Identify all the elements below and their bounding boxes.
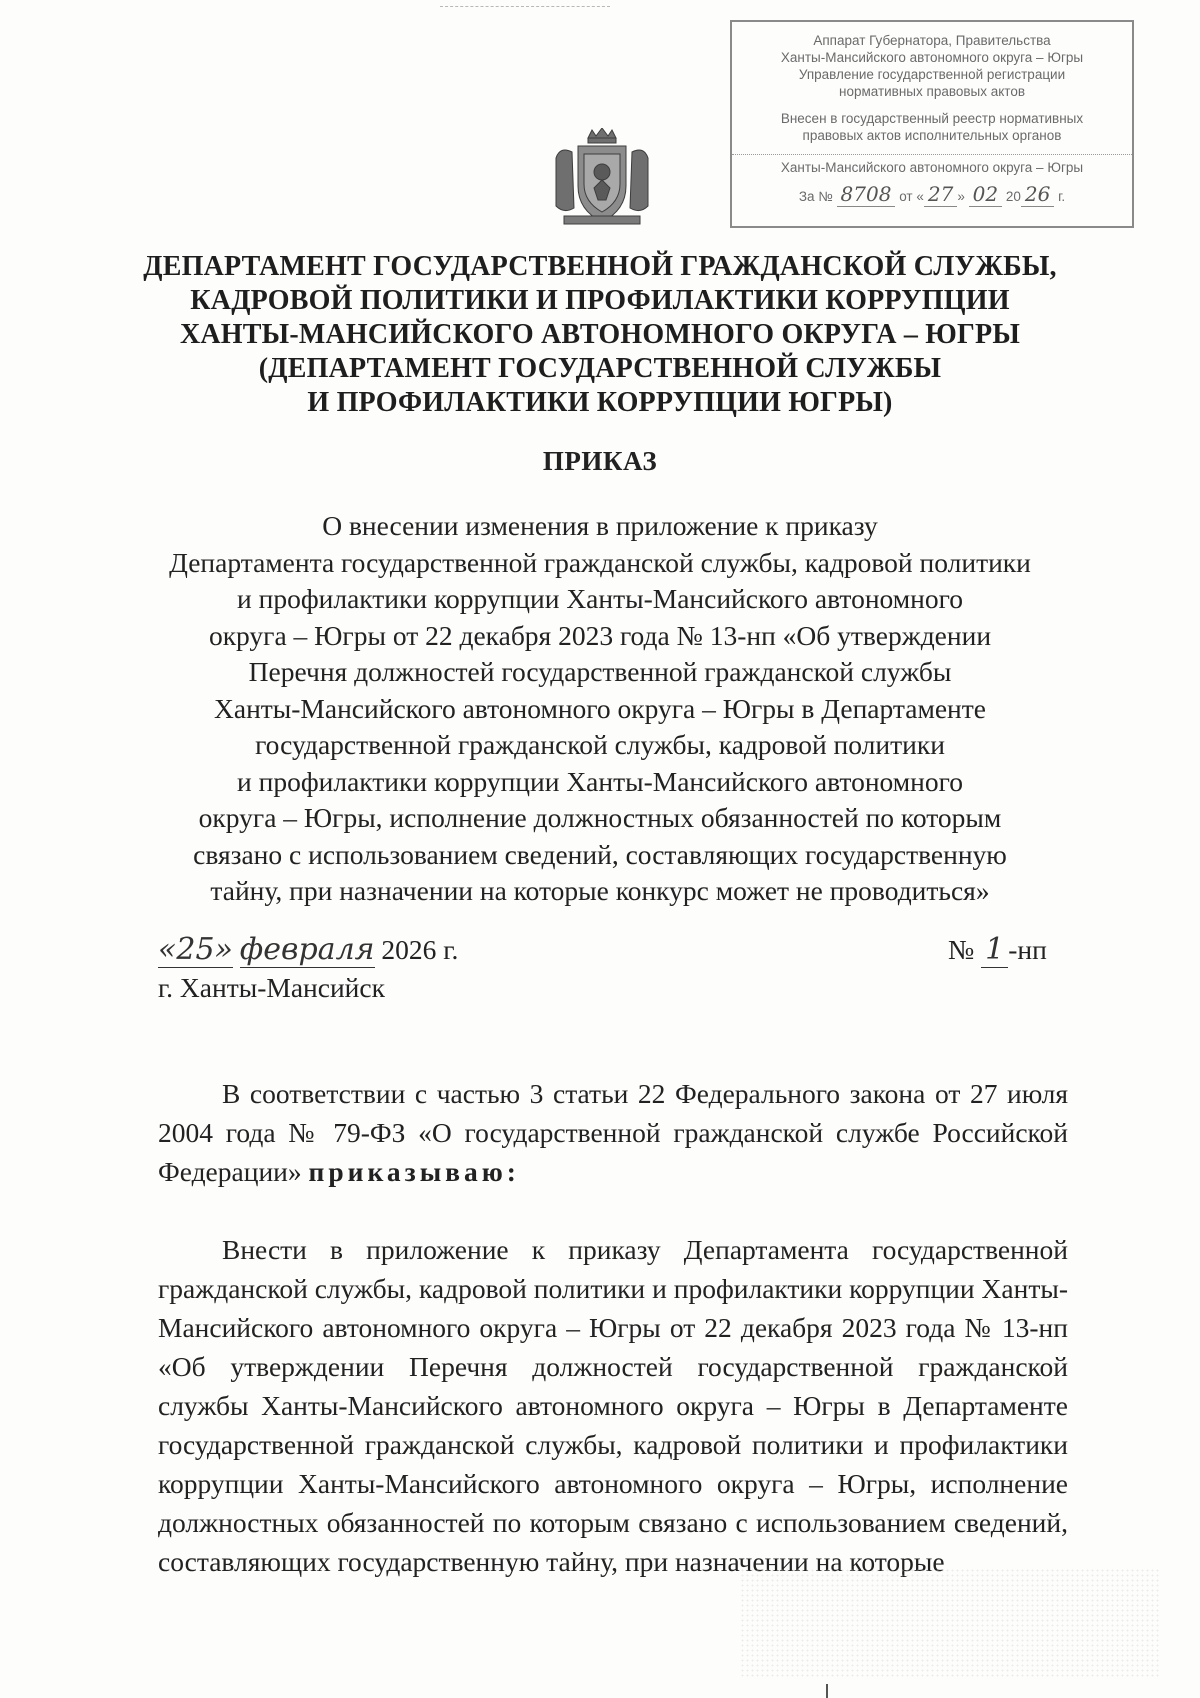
stamp-reg-year-prefix: 20 bbox=[1005, 189, 1021, 204]
paragraph-text: Внести в приложение к приказу Департамента государственной гражданской службы, кадровой политики и профилактики коррупции Ханты-Мансийского автономного округа – Югры от 22 декабря 2023 года № 13-нп «Об утверждении Перечня должностей государственной гражданской службы Ханты-Мансийского автономного округа – Югры в Департаменте государственной гражданской службы, кадровой политики и профилактики коррупции Ханты-Мансийского автономного округа – Югры, исполнение должностных обязанностей по которым связано с использованием сведений, составляющих государственную тайну, при назначении на которые bbox=[158, 1234, 1068, 1577]
stamp-line: Внесен в государственный реестр нормативных bbox=[780, 111, 1084, 126]
stamp-reg-suffix: г. bbox=[1058, 189, 1066, 204]
order-subject bbox=[120, 508, 1080, 910]
number-value: 1 bbox=[981, 932, 1008, 968]
department-name bbox=[120, 250, 1080, 420]
department-line: КАДРОВОЙ ПОЛИТИКИ И ПРОФИЛАКТИКИ КОРРУПЦИИ bbox=[190, 285, 1010, 316]
department-line: И ПРОФИЛАКТИКИ КОРРУПЦИИ ЮГРЫ) bbox=[307, 387, 893, 418]
subject-line: связано с использованием сведений, составляющих государственную bbox=[193, 838, 1007, 870]
stamp-reg-day: 27 bbox=[924, 182, 957, 207]
stamp-reg-from: от « bbox=[899, 189, 924, 204]
department-line: (ДЕПАРТАМЕНТ ГОСУДАРСТВЕННОЙ СЛУЖБЫ bbox=[258, 353, 942, 384]
subject-line: государственной гражданской службы, кадровой политики bbox=[255, 729, 945, 760]
city-name: г. Ханты-Мансийск bbox=[158, 972, 385, 1003]
stamp-reg-month: 02 bbox=[969, 182, 1002, 207]
stamp-line: Аппарат Губернатора, Правительства bbox=[813, 33, 1051, 48]
stamp-line: Управление государственной регистрации bbox=[798, 67, 1066, 82]
number-suffix: -нп bbox=[1008, 934, 1047, 965]
stamp-line: Ханты-Мансийского автономного округа – Югры bbox=[780, 160, 1084, 175]
subject-line: Ханты-Мансийского автономного округа – Югры в Департаменте bbox=[214, 692, 986, 724]
body-paragraph-amendment bbox=[158, 1230, 1068, 1581]
scan-artifact-line bbox=[440, 6, 610, 7]
date-day: 25 bbox=[176, 932, 215, 967]
subject-line: и профилактики коррупции Ханты-Мансийского автономного bbox=[237, 765, 963, 797]
subject-line: О внесении изменения в приложение к приказу bbox=[322, 510, 878, 541]
stamp-registration-line bbox=[732, 182, 1132, 206]
subject-line: Департамента государственной гражданской службы, кадровой политики bbox=[169, 546, 1031, 578]
stamp-line: нормативных правовых актов bbox=[838, 84, 1026, 99]
stamp-reg-number: 8708 bbox=[837, 182, 896, 207]
subject-line: тайну, при назначении на которые конкурс может не проводиться» bbox=[210, 875, 990, 906]
date-close-quote: » bbox=[214, 932, 233, 967]
scan-artifact-mark bbox=[826, 1684, 828, 1698]
department-line: ДЕПАРТАМЕНТ ГОСУДАРСТВЕННОЙ ГРАЖДАНСКОЙ СЛУЖБЫ, bbox=[143, 251, 1057, 282]
coat-of-arms-icon bbox=[550, 128, 654, 228]
subject-line: и профилактики коррупции Ханты-Мансийского автономного bbox=[237, 583, 963, 614]
date-year: 2026 г. bbox=[381, 934, 459, 965]
date-month: февраля bbox=[239, 932, 375, 967]
order-date bbox=[158, 932, 458, 967]
registration-stamp bbox=[730, 20, 1134, 228]
stamp-reg-prefix: За № bbox=[798, 189, 833, 204]
stamp-reg-close: » bbox=[957, 189, 965, 204]
date-open-quote: « bbox=[158, 932, 177, 967]
stamp-issuer-block bbox=[732, 32, 1132, 100]
subject-line: округа – Югры от 22 декабря 2023 года № 13-нп «Об утверждении bbox=[208, 619, 992, 651]
paragraph-text: В соответствии с частью 3 статьи 22 Федерального закона от 27 июля 2004 года № 79-ФЗ «О государственной гражданской службе Российской Федерации» bbox=[158, 1078, 1068, 1187]
document-type-title: ПРИКАЗ bbox=[542, 446, 658, 476]
body-paragraph-legal-basis bbox=[158, 1074, 1068, 1191]
stamp-region-block bbox=[732, 154, 1132, 206]
order-command: приказываю: bbox=[308, 1156, 520, 1187]
stamp-registry-block bbox=[732, 110, 1132, 144]
stamp-reg-year-suffix: 26 bbox=[1021, 182, 1054, 207]
order-number bbox=[948, 932, 1047, 967]
stamp-line: Ханты-Мансийского автономного округа – Югры bbox=[780, 50, 1084, 65]
subject-line: округа – Югры, исполнение должностных обязанностей по которым bbox=[198, 802, 1002, 833]
subject-line: Перечня должностей государственной гражданской службы bbox=[248, 656, 952, 687]
stamp-line: правовых актов исполнительных органов bbox=[802, 128, 1062, 143]
number-prefix: № bbox=[948, 934, 975, 965]
department-line: ХАНТЫ-МАНСИЙСКОГО АВТОНОМНОГО ОКРУГА – ЮГРЫ bbox=[179, 319, 1021, 350]
scan-noise bbox=[740, 1568, 1160, 1678]
